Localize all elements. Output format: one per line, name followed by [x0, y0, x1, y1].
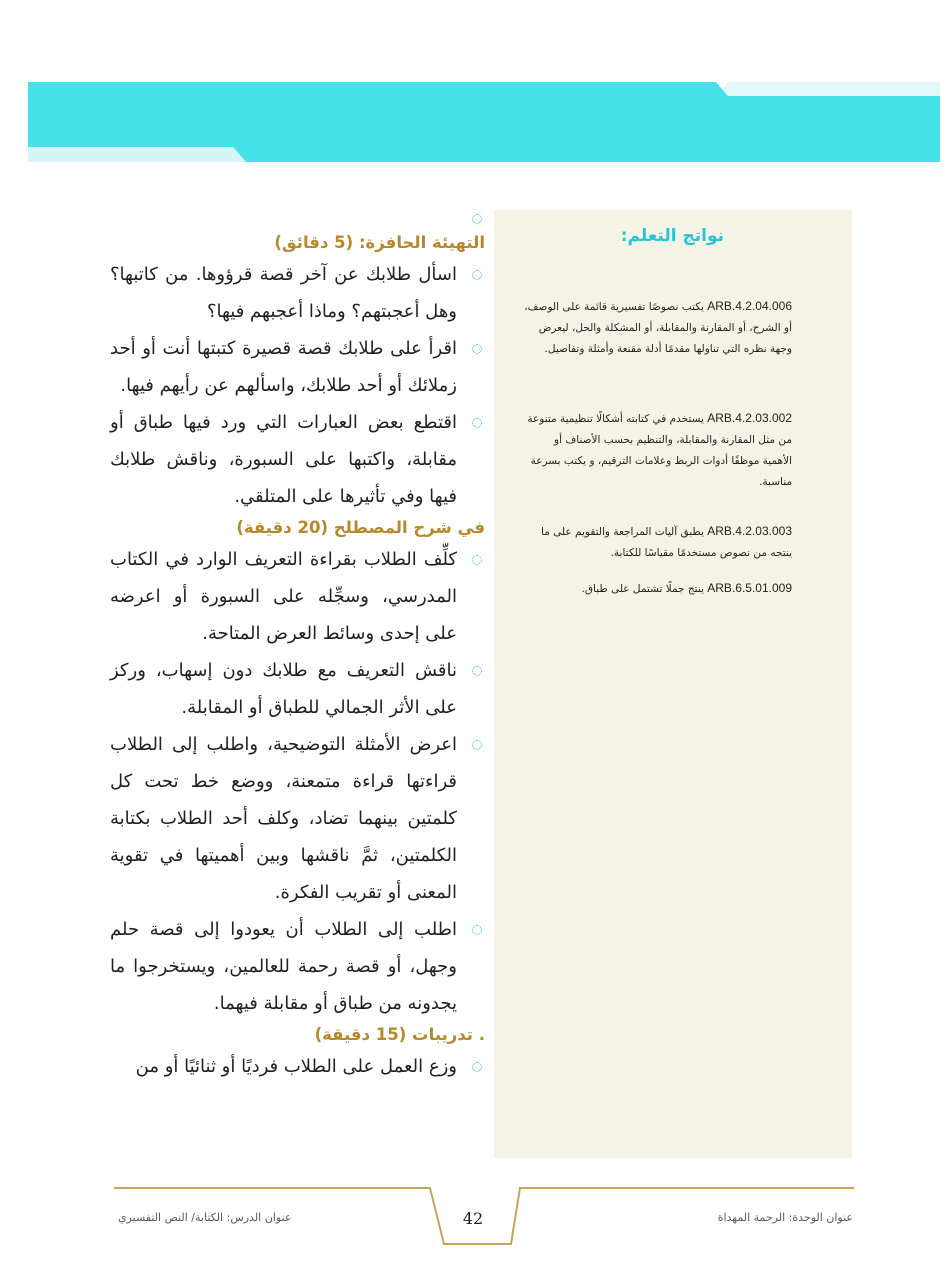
- list-item-text: اسأل طلابك عن آخر قصة قرؤوها. من كاتبها؟ وهل أعجبتهم؟ وماذا أعجبهم فيها؟: [110, 264, 457, 322]
- list-item: [110, 911, 485, 1022]
- bullet-icon: [472, 344, 482, 354]
- bullet-icon: [472, 666, 482, 676]
- footer-lesson-title: عنوان الدرس: الكتابة/ النص التفسيري: [118, 1211, 292, 1224]
- list-item-text: كلِّف الطلاب بقراءة التعريف الوارد في الكتاب المدرسي، وسجِّله على السبورة أو اعرضه على إحدى وسائط العرض المتاحة.: [110, 549, 457, 644]
- term-explanation-list: [110, 541, 485, 1022]
- outcome-text: ينتج جملًا تشتمل على طباق.: [581, 583, 704, 595]
- bullet-icon: [472, 925, 482, 935]
- outcome-text: يكتب نصوصًا تفسيرية قائمة على الوصف، أو الشرح، أو المقارنة والمقابلة، أو المشكلة والحل، ليعرض وجهة نظره التي تناولها مقدمًا أدلة مقنعة وأمثلة وتفاصيل.: [524, 301, 792, 355]
- outcome-item: [522, 521, 792, 564]
- list-item-text: اطلب إلى الطلاب أن يعودوا إلى قصة حلم وجهل، أو قصة رحمة للعالمين، ويستخرجوا ما يجدونه من طباق أو مقابلة فيهما.: [110, 919, 457, 1014]
- list-item-text: اقرأ على طلابك قصة قصيرة كتبتها أنت أو أحد زملائك أو أحد طلابك، واسألهم عن رأيهم فيها.: [110, 338, 457, 396]
- header-band: [28, 82, 940, 162]
- outcome-item: [522, 296, 792, 360]
- outcome-code: ARB.6.5.01.009: [707, 581, 792, 595]
- outcome-code: ARB.4.2.03.003: [707, 524, 792, 538]
- outcome-item: [522, 408, 792, 493]
- list-item: [110, 256, 485, 330]
- section-heading-term: في شرح المصطلح (20 دقيقة): [236, 518, 485, 537]
- bullet-icon: [472, 1062, 482, 1072]
- outcome-code: ARB.4.2.03.002: [707, 411, 792, 425]
- lesson-plan-column: [110, 210, 485, 1085]
- list-item: [110, 541, 485, 652]
- list-item-text: اقتطع بعض العبارات التي ورد فيها طباق أو مقابلة، واكتبها على السبورة، وناقش طلابك فيها وفي تأثيرها على المتلقي.: [110, 412, 457, 507]
- list-item: [110, 1048, 485, 1085]
- outcome-item: [522, 578, 792, 600]
- section-heading-warmup: التهيئة الحافزة: (5 دقائق): [274, 233, 485, 252]
- list-item: [110, 404, 485, 515]
- warmup-list: [110, 256, 485, 515]
- section-heading-exercises: . تدريبات (15 دقيقة): [314, 1025, 485, 1044]
- bullet-icon: [472, 270, 482, 280]
- footer-unit-title: عنوان الوحدة: الرحمة المهداة: [717, 1211, 853, 1224]
- exercises-list: [110, 1048, 485, 1085]
- header-band-shape: [28, 82, 940, 162]
- list-item-text: وزع العمل على الطلاب فرديًا أو ثنائيًا أو من: [135, 1056, 457, 1077]
- list-item-text: ناقش التعريف مع طلابك دون إسهاب، وركز على الأثر الجمالي للطباق أو المقابلة.: [110, 660, 457, 718]
- bullet-icon: [472, 214, 482, 224]
- list-item-text: اعرض الأمثلة التوضيحية، واطلب إلى الطلاب قراءتها قراءة متمعنة، ووضع خط تحت كل كلمتين بينهما تضاد، وكلف أحد الطلاب بكتابة الكلمتين، ثمَّ ناقشها وبين أهميتها في تقوية المعنى أو تقريب الفكرة.: [110, 734, 457, 903]
- page-number: 42: [462, 1209, 484, 1228]
- list-item: [110, 726, 485, 911]
- learning-outcomes-panel: [494, 210, 852, 1158]
- list-item: [110, 330, 485, 404]
- bullet-icon: [472, 418, 482, 428]
- bullet-icon: [472, 740, 482, 750]
- outcomes-title: نواتج التعلم:: [620, 226, 724, 246]
- bullet-icon: [472, 555, 482, 565]
- list-item: [110, 652, 485, 726]
- outcome-code: ARB.4.2.04.006: [707, 299, 792, 313]
- outcome-text: يطبق آليات المراجعة والتقويم على ما ينتجه من نصوص مستخدمًا مقياسًا للكتابة.: [541, 526, 792, 559]
- outcome-text: يستخدم في كتابته أشكالًا تنظيمية متنوعة من مثل المقارنة والمقابلة، والتنظيم بحسب الأصناف أو الأهمية موظفًا أدوات الربط وعلامات الترقيم، و يكتب بسرعة مناسبة.: [527, 413, 792, 488]
